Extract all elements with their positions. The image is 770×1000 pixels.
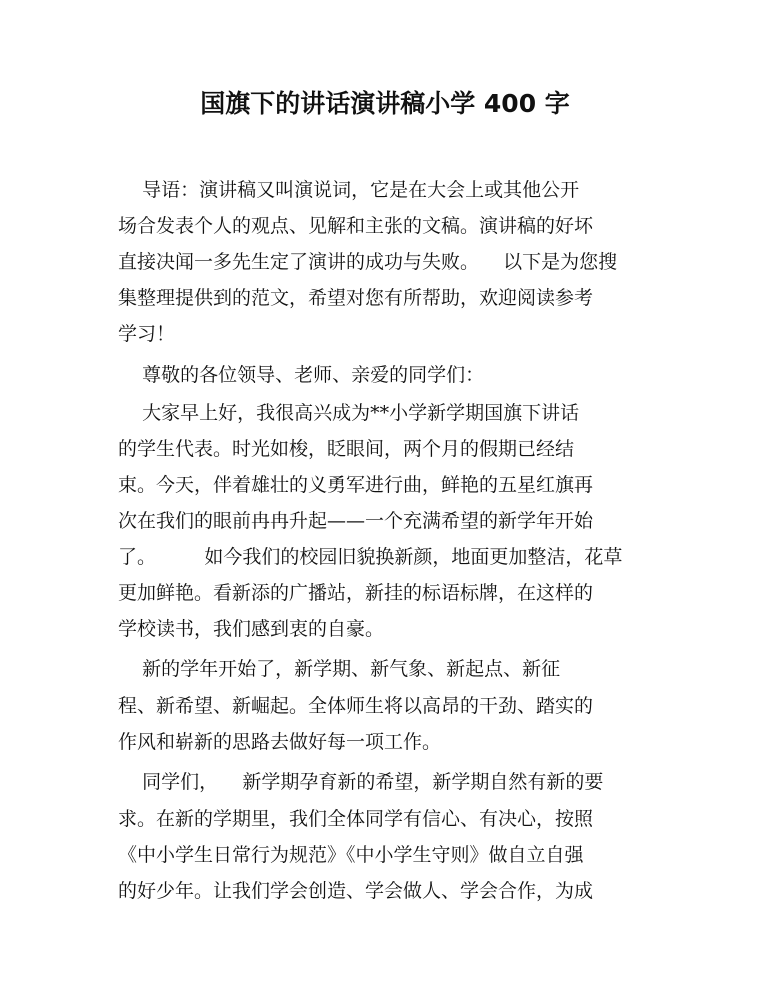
body-line-10: 次在我们的眼前冉冉升起——一个充满希望的新学年开始 — [118, 510, 594, 532]
body-line-13: 学校读书，我们感到衷的自豪。 — [118, 618, 385, 640]
body-line-6: 尊敬的各位领导、老师、亲爱的同学们： — [118, 364, 485, 386]
body-line-8: 的学生代表。时光如梭，眨眼间，两个月的假期已经结 — [118, 438, 575, 460]
body-line-2: 场合发表个人的观点、见解和主张的文稿。演讲稿的好坏 — [118, 215, 594, 237]
body-line-9: 束。今天，伴着雄壮的义勇军进行曲，鲜艳的五星红旗再 — [118, 474, 594, 496]
body-line-17: 同学们， 新学期孕育新的希望，新学期自然有新的要 — [118, 771, 604, 793]
body-line-5: 学习！ — [118, 323, 176, 345]
body-line-18: 求。在新的学期里，我们全体同学有信心、有决心，按照 — [118, 808, 594, 830]
body-line-16: 作风和崭新的思路去做好每一项工作。 — [118, 731, 442, 753]
body-line-20: 的好少年。让我们学会创造、学会做人、学会合作，为成 — [118, 880, 594, 902]
document-title: 国旗下的讲话演讲稿小学 400 字 — [200, 89, 570, 118]
body-line-7: 大家早上好，我很高兴成为**小学新学期国旗下讲话 — [118, 402, 580, 424]
body-line-15: 程、新希望、新崛起。全体师生将以高昂的干劲、踏实的 — [118, 695, 594, 717]
body-line-14: 新的学年开始了，新学期、新气象、新起点、新征 — [118, 658, 561, 680]
body-line-19: 《中小学生日常行为规范》《中小学生守则》做自立自强 — [118, 844, 584, 866]
body-line-3: 直接决闻一多先生定了演讲的成功与失败。 以下是为您搜 — [118, 251, 618, 273]
body-line-4: 集整理提供到的范文，希望对您有所帮助，欢迎阅读参考 — [118, 287, 594, 309]
body-line-12: 更加鲜艳。看新添的广播站，新挂的标语标牌，在这样的 — [118, 582, 594, 604]
body-line-11: 了。 如今我们的校园旧貌换新颜，地面更加整洁，花草 — [118, 546, 623, 568]
body-line-1: 导语：演讲稿又叫演说词，它是在大会上或其他公开 — [118, 179, 580, 201]
